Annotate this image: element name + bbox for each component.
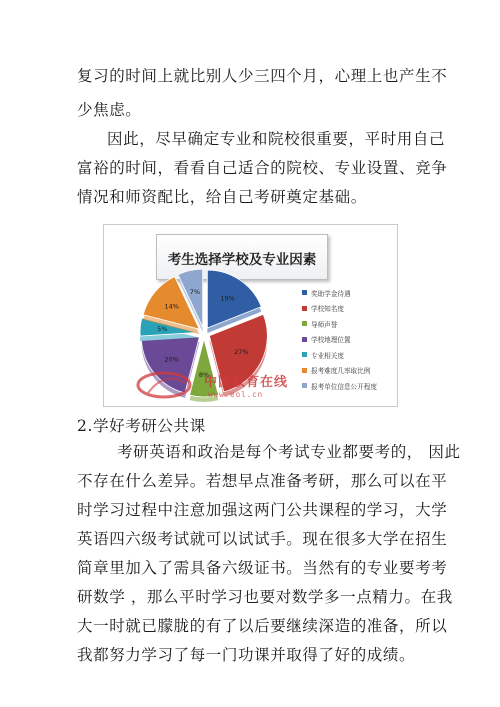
legend-label: 学校地理位置 [311,336,351,345]
pie-slice-label: 14% [164,302,179,311]
legend-item [302,316,396,332]
legend-label: 学校知名度 [311,305,344,314]
legend-item [302,363,396,379]
legend-item [302,285,396,301]
pie-slice-label: 8% [198,370,210,379]
legend-label: 专业相关度 [311,351,344,360]
chart-title: 考生选择学校及专业因素 [167,252,317,268]
paragraph-3-line-7: 大一时就已朦胧的有了以后要继续深造的准备，所以 [77,617,448,635]
paragraph-2-line-1: 因此，尽早确定专业和院校很重要，平时用自己 [107,130,446,148]
paragraph-2-line-3: 情况和师资配比，给自己考研奠定基础。 [77,188,367,206]
watermark-url: www.eol.cn [208,390,264,399]
legend-swatch [302,383,307,388]
eol-logo [134,365,204,405]
paragraph-3-line-8: 我都努力学习了每一门功课并取得了好的成绩。 [77,646,416,664]
paragraph-2-line-2: 富裕的时间，看看自己适合的院校、专业设置、竞争 [77,159,448,177]
pie-slice-label: 19% [220,294,235,303]
paragraph-1-line-1: 复习的时间上就比别人少三四个月，心理上也产生不 [77,67,448,85]
pie-slice-label: 27% [234,348,249,357]
legend-swatch [302,290,307,295]
chart-legend [302,285,396,394]
legend-swatch [302,306,307,311]
pie-chart-figure [103,224,398,407]
legend-item [302,301,396,317]
paragraph-3-line-3: 时学习过程中注意加强这两门公共课程的学习，大学 [77,501,448,519]
legend-swatch [302,352,307,357]
paragraph-3-line-1: 考研英语和政治是每个考试专业都要考的， 因此 [117,443,461,461]
legend-label: 导师声誉 [311,320,338,329]
legend-label: 报考难度几率取比例 [311,367,371,376]
legend-item [302,332,396,348]
paragraph-3-line-6: 研数学 ，那么平时学习也要对数学多一点精力。在我 [77,588,453,606]
legend-label: 报考单位信息公开程度 [311,382,377,391]
legend-item [302,378,396,394]
pie-slice-label: 5% [157,325,168,334]
paragraph-3-line-4: 英语四六级考试就可以试试手。现在很多大学在招生 [77,530,448,548]
legend-label: 奖助学金待遇 [311,289,351,298]
legend-swatch [302,321,307,326]
paragraph-3-line-2: 不存在什么差异。若想早点准备考研，那么可以在平 [77,472,448,490]
section-heading: 2.学好考研公共课 [77,417,206,435]
legend-swatch [302,368,307,373]
watermark-text: 中国教育在线 [204,375,289,390]
paragraph-1-line-2: 少焦虑。 [77,101,142,119]
legend-item [302,347,396,363]
legend-swatch [302,337,307,342]
pie-slice-label: 20% [164,355,179,364]
pie-slice-label: 7% [189,288,201,297]
paragraph-3-line-5: 简章里加入了需具备六级证书。当然有的专业要考考 [77,559,448,577]
